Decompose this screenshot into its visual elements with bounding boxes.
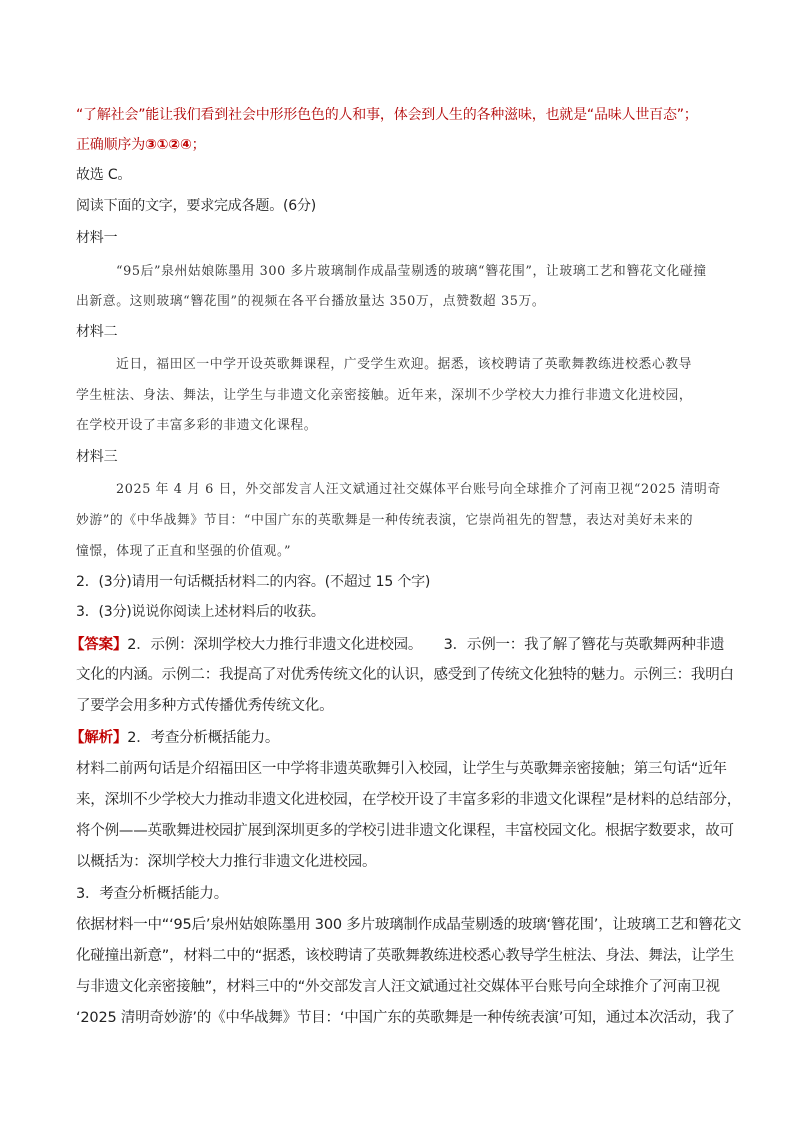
text-fragment: 2．示例：深圳学校大力推行非遗文化进校园。 3．示例一：我了解了簪花与英歌舞两种非遗: [127, 637, 725, 653]
analysis-line: [70, 726, 279, 747]
question-intro: 阅读下面的文字，要求完成各题。(6分): [76, 198, 317, 214]
material-line: “95后”泉州姑娘陈墨用 300 多片玻璃制作成晶莹剔透的玻璃“簪花围”，让玻璃工艺和簪花文化碰撞: [116, 264, 707, 279]
text-line: “了解社会”能让我们看到社会中形形色色的人和事，体会到人生的各种滋味，也就是“品味人世百态”；: [76, 107, 698, 123]
answer-line: [70, 633, 724, 654]
analysis-line: 3．考查分析概括能力。: [76, 886, 229, 902]
text-fragment: 正确顺序为: [76, 137, 145, 153]
analysis-tag: 【解析】: [70, 730, 128, 746]
material-line: 学生桩法、身法、舞法，让学生与非遗文化亲密接触。近年来，深圳不少学校大力推行非遗文化进校园，: [76, 388, 693, 403]
analysis-line: ‘2025 清明奇妙游’的《中华战舞》节目：‘中国广东的英歌舞是一种传统表演’可知，通过本次活动，我了: [76, 1010, 735, 1026]
text-line: [76, 134, 205, 154]
analysis-line: 将个例——英歌舞进校园扩展到深圳更多的学校引进非遗文化课程，丰富校园文化。根据字数要求，故可: [76, 823, 734, 839]
analysis-line: 以概括为：深圳学校大力推行非遗文化进校园。: [76, 854, 377, 870]
material-title: 材料二: [76, 324, 118, 340]
question: 2．(3分)请用一句话概括材料二的内容。(不超过 15 个字): [76, 574, 431, 590]
material-line: 妙游”的《中华战舞》节目：“中国广东的英歌舞是一种传统表演，它崇尚祖先的智慧，表达对美好未来的: [76, 513, 694, 528]
analysis-line: 化碰撞出新意”，材料二中的“据悉，该校聘请了英歌舞教练进校悉心教导学生桩法、身法、舞法，让学生: [76, 948, 735, 964]
text-fragment: 2．考查分析概括能力。: [127, 730, 280, 746]
material-line: 出新意。这则玻璃“簪花围”的视频在各平台播放量达 350万，点赞数超 35万。: [76, 294, 546, 309]
material-line: 近日，福田区一中学开设英歌舞课程，广受学生欢迎。据悉，该校聘请了英歌舞教练进校悉心教导: [116, 357, 693, 372]
analysis-line: 依据材料一中“‘95后’泉州姑娘陈墨用 300 多片玻璃制作成晶莹剔透的玻璃‘簪花围’，让玻璃工艺和簪花文: [76, 917, 742, 933]
answer-tag: 【答案】: [70, 637, 128, 653]
text-line: 故选 C。: [76, 167, 132, 183]
answer-line: 了要学会用多种方式传播优秀传统文化。: [76, 698, 334, 714]
analysis-line: 与非遗文化亲密接触”，材料三中的“外交部发言人汪文斌通过社交媒体平台账号向全球推介了河南卫视: [76, 979, 720, 995]
material-title: 材料一: [76, 230, 118, 246]
analysis-line: 材料二前两句话是介绍福田区一中学将非遗英歌舞引入校园，让学生与英歌舞亲密接触；第三句话“近年: [76, 761, 727, 777]
material-line: 憧憬，体现了正直和坚强的价值观。”: [76, 544, 292, 559]
material-line: 在学校开设了丰富多彩的非遗文化课程。: [76, 418, 318, 433]
analysis-line: 来，深圳不少学校大力推动非遗文化进校园，在学校开设了丰富多彩的非遗文化课程”是材料的总结部分，: [76, 792, 742, 808]
answer-line: 文化的内涵。示例二：我提高了对优秀传统文化的认识，感受到了传统文化独特的魅力。示例三：我明白: [76, 667, 734, 683]
material-line: 2025 年 4 月 6 日，外交部发言人汪文斌通过社交媒体平台账号向全球推介了河南卫视“2025 清明奇: [116, 482, 721, 497]
text-fragment: ；: [191, 137, 206, 153]
question: 3．(3分)说说你阅读上述材料后的收获。: [76, 604, 325, 620]
correct-order: ③①②④: [145, 137, 192, 153]
material-title: 材料三: [76, 449, 118, 465]
